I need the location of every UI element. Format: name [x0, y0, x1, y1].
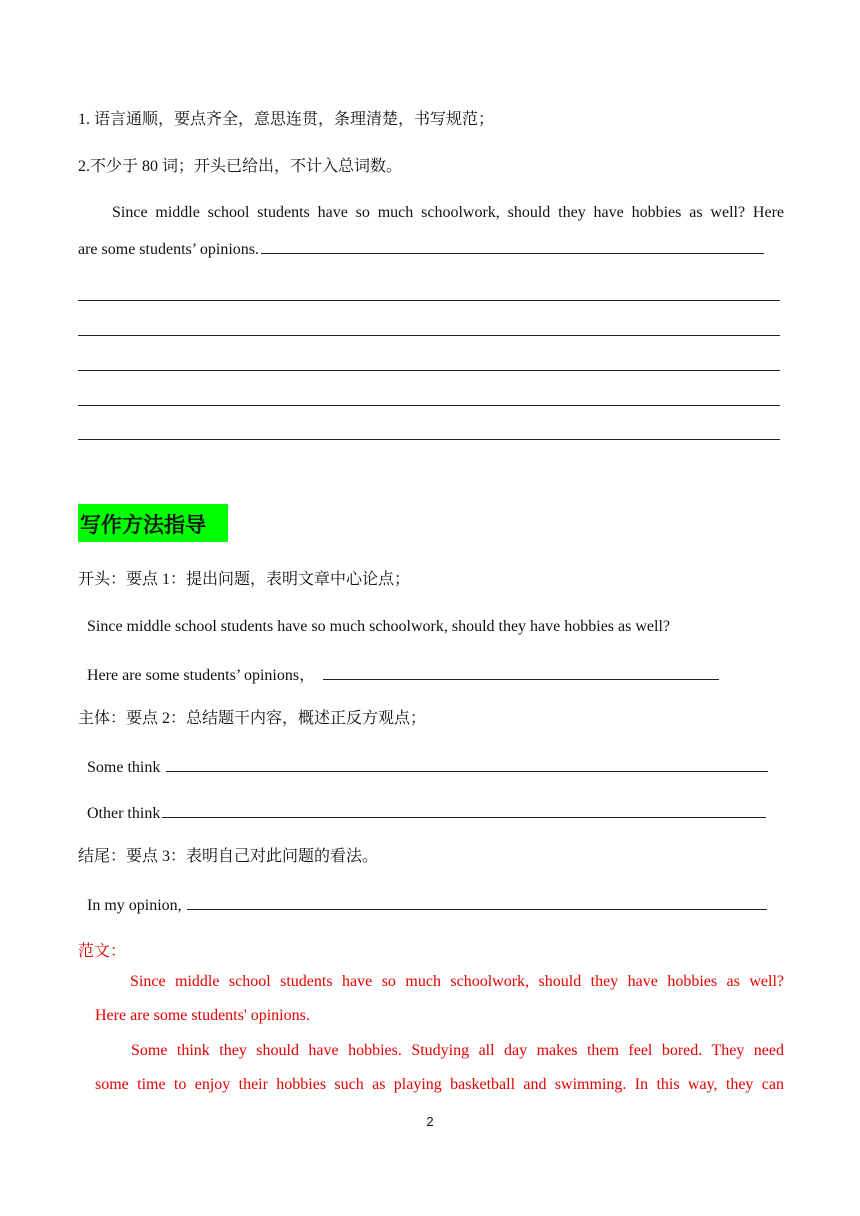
sample-p1-line-1: Since middle school students have so much schoolwork, should they have hobbies as well? [130, 973, 784, 990]
page-number: 2 [426, 1114, 434, 1129]
opinion-blank[interactable] [187, 893, 767, 910]
guide-opening-line-2-text: Here are some students’ opinions， [87, 667, 316, 684]
answer-rule-2[interactable] [78, 335, 780, 336]
opening-blank[interactable] [323, 663, 719, 680]
guide-body: 主体：要点 2：总结题干内容，概述正反方观点； [78, 710, 427, 727]
sample-p2-line-1: Some think they should have hobbies. Studying all day makes them feel bored. They need [131, 1042, 784, 1059]
requirement-1: 1. 语言通顺，要点齐全，意思连贯，条理清楚，书写规范； [78, 111, 495, 128]
guide-ending: 结尾：要点 3：表明自己对此问题的看法。 [78, 848, 379, 865]
some-think-line [87, 755, 768, 778]
answer-rule-4[interactable] [78, 405, 780, 406]
guide-opening: 开头：要点 1：提出问题，表明文章中心论点； [78, 571, 411, 588]
prompt-line-1: Since middle school students have so much schoolwork, should they have hobbies as well? Here [112, 204, 784, 221]
prompt-blank[interactable] [261, 237, 764, 254]
prompt-line-2 [78, 237, 764, 260]
some-think-text: Some think [87, 759, 161, 776]
guide-heading: 写作方法指导 [78, 504, 228, 542]
sample-label: 范文： [78, 943, 127, 960]
answer-rule-3[interactable] [78, 370, 780, 371]
sample-p2-line-2: some time to enjoy their hobbies such as playing basketball and swimming. In this way, they can [95, 1076, 784, 1093]
guide-opening-line-2 [87, 663, 719, 686]
requirement-2: 2.不少于 80 词；开头已给出，不计入总词数。 [78, 158, 403, 175]
other-think-text: Other think [87, 805, 161, 822]
answer-rule-5[interactable] [78, 439, 780, 440]
guide-opening-line-1: Since middle school students have so much schoolwork, should they have hobbies as well? [87, 618, 671, 635]
prompt-line-2-text: are some students’ opinions. [78, 241, 260, 258]
answer-rule-1[interactable] [78, 300, 780, 301]
other-think-line [87, 801, 766, 824]
other-think-blank[interactable] [162, 801, 766, 818]
some-think-blank[interactable] [166, 755, 768, 772]
in-my-opinion-text: In my opinion, [87, 897, 182, 914]
sample-p1-line-2: Here are some students' opinions. [95, 1007, 310, 1024]
in-my-opinion-line [87, 893, 767, 916]
